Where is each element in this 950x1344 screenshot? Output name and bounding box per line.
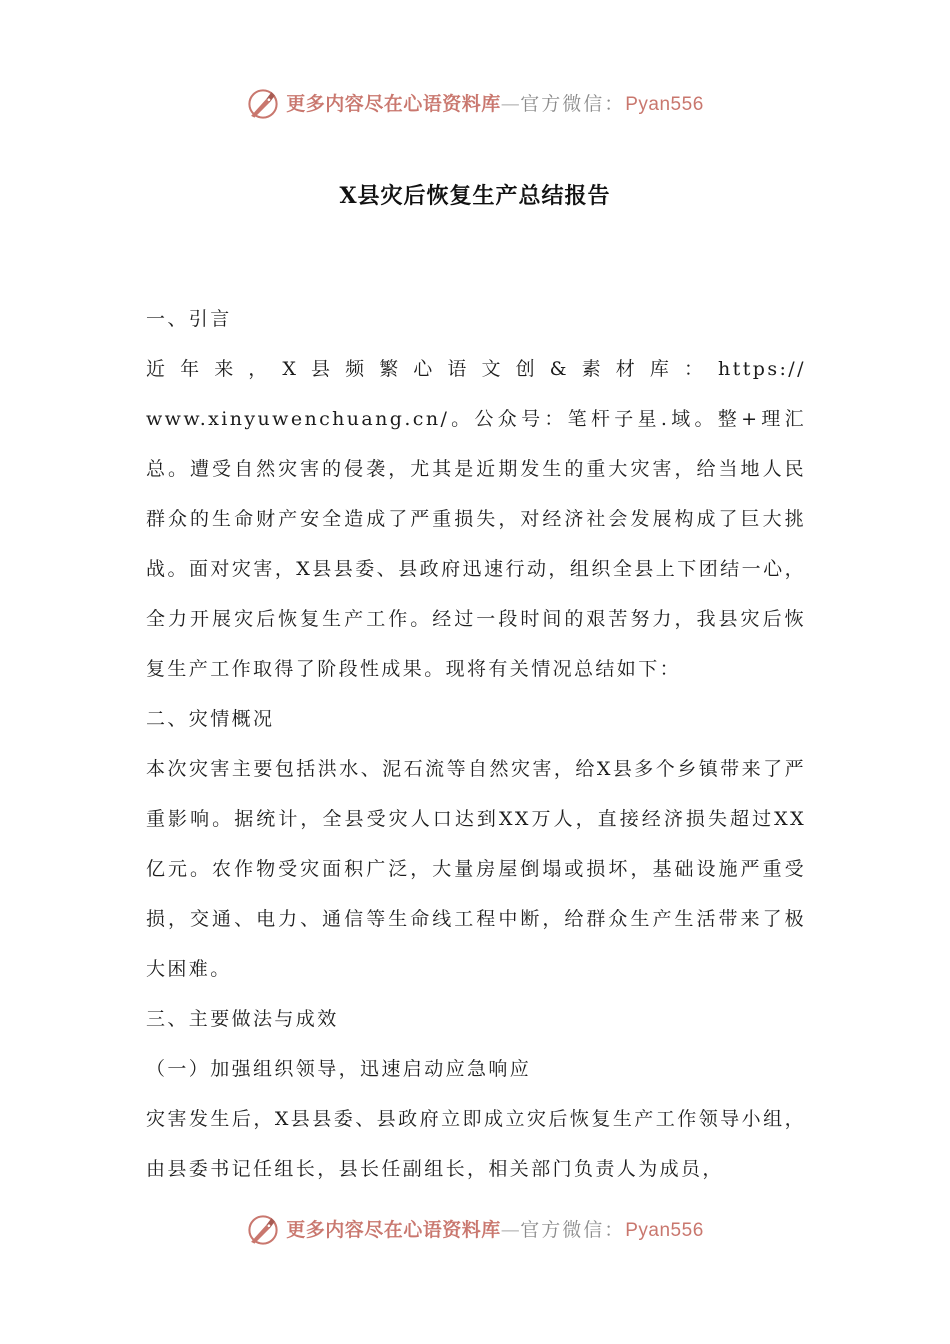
intro-char: & — [549, 358, 569, 380]
document-body — [146, 294, 806, 1194]
intro-char: 近 — [146, 358, 168, 380]
intro-char: 县 — [311, 358, 333, 380]
pen-nib-logo-icon — [246, 87, 280, 121]
banner-separator: — — [500, 1218, 521, 1241]
intro-char: 年 — [180, 358, 202, 380]
leadership-paragraph: 灾害发生后，X县县委、县政府立即成立灾后恢复生产工作领导小组，由县委书记任组长，县长任副组长，相关部门负责人为成员， — [146, 1108, 806, 1180]
section-heading-disaster-overview: 二、灾情概况 — [146, 708, 275, 730]
intro-char: ， — [248, 358, 270, 380]
intro-char: 材 — [615, 358, 638, 380]
intro-char: 繁 — [379, 358, 401, 380]
intro-char: ： — [683, 358, 706, 380]
banner-wechat-label: 官方微信： — [520, 1218, 626, 1241]
disaster-overview-paragraph: 本次灾害主要包括洪水、泥石流等自然灾害，给X县多个乡镇带来了严重影响。据统计，全县受灾人口达到XX万人，直接经济损失超过XX亿元。农作物受灾面积广泛，大量房屋倒塌或损坏，基础设施严重受损，交通、电力、通信等生命线工程中断，给群众生产生活带来了极大困难。 — [146, 758, 806, 980]
intro-char: 语 — [447, 358, 469, 380]
header-watermark-banner — [0, 82, 950, 126]
document-title: X县灾后恢复生产总结报告 — [339, 183, 611, 209]
intro-url-prefix: https:// — [718, 358, 806, 380]
intro-char: 创 — [515, 358, 537, 380]
banner-wechat-id: Pyan556 — [625, 1219, 704, 1241]
section-heading-measures: 三、主要做法与成效 — [146, 1008, 339, 1030]
intro-char: 素 — [581, 358, 604, 380]
banner-wechat-label: 官方微信： — [520, 92, 626, 115]
intro-char: 频 — [345, 358, 367, 380]
intro-char: 文 — [481, 358, 503, 380]
intro-char: 来 — [214, 358, 236, 380]
footer-watermark-banner — [0, 1208, 950, 1252]
section-heading-intro: 一、引言 — [146, 308, 232, 330]
intro-char: 库 — [649, 358, 672, 380]
banner-main-text: 更多内容尽在心语资料库 — [286, 92, 501, 115]
banner-separator: — — [500, 92, 521, 115]
banner-text — [286, 92, 704, 115]
intro-char: 心 — [413, 358, 435, 380]
banner-text — [286, 1218, 704, 1241]
pen-nib-logo-icon — [246, 1213, 280, 1247]
intro-first-line — [146, 344, 806, 394]
subsection-heading-leadership: （一）加强组织领导，迅速启动应急响应 — [146, 1058, 532, 1080]
intro-paragraph: www.xinyuwenchuang.cn/。公众号：笔杆子星.域。整+理汇总。遭受自然灾害的侵袭，尤其是近期发生的重大灾害，给当地人民群众的生命财产安全造成了严重损失，对经济社会发展构成了巨大挑战。面对灾害，X县县委、县政府迅速行动，组织全县上下团结一心，全力开展灾后恢复生产工作。经过一段时间的艰苦努力，我县灾后恢复生产工作取得了阶段性成果。现将有关情况总结如下： — [146, 408, 806, 680]
intro-char: X — [282, 358, 299, 380]
banner-wechat-id: Pyan556 — [625, 93, 704, 115]
banner-main-text: 更多内容尽在心语资料库 — [286, 1218, 501, 1241]
